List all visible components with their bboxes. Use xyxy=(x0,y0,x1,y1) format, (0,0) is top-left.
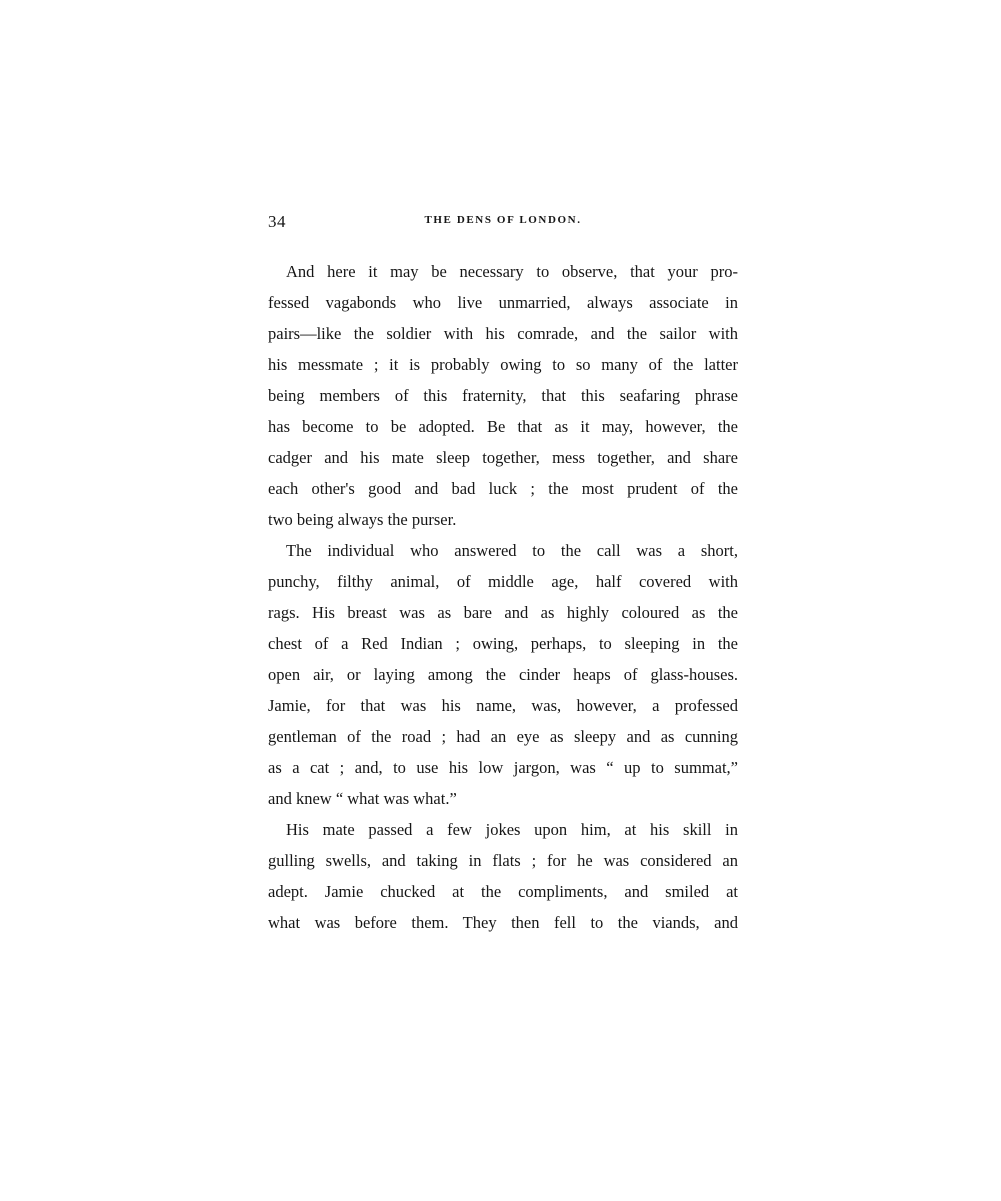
text-line: cadger and his mate sleep together, mess together, and share xyxy=(268,448,738,467)
text-line: as a cat ; and, to use his low jargon, was “ up to summat,” xyxy=(268,758,738,777)
text-line: rags. His breast was as bare and as highly coloured as the xyxy=(268,603,738,622)
text-line: gulling swells, and taking in flats ; for he was considered an xyxy=(268,851,738,870)
text-line: And here it may be necessary to observe, that your pro- xyxy=(286,262,738,281)
text-line: and knew “ what was what.” xyxy=(268,789,457,808)
text-line: gentleman of the road ; had an eye as sleepy and as cunning xyxy=(268,727,738,746)
text-line: pairs—like the soldier with his comrade, and the sailor with xyxy=(268,324,738,343)
text-line: adept. Jamie chucked at the compliments, and smiled at xyxy=(268,882,738,901)
running-title: THE DENS OF LONDON. xyxy=(424,214,582,226)
text-line: has become to be adopted. Be that as it may, however, the xyxy=(268,417,738,436)
text-line: The individual who answered to the call was a short, xyxy=(286,541,738,560)
text-line: open air, or laying among the cinder heaps of glass-houses. xyxy=(268,665,738,684)
text-line: Jamie, for that was his name, was, however, a professed xyxy=(268,696,738,715)
text-line: being members of this fraternity, that this seafaring phrase xyxy=(268,386,738,405)
text-line: two being always the purser. xyxy=(268,510,457,529)
paragraph-2 xyxy=(268,535,738,814)
running-head xyxy=(268,212,738,236)
text-line: what was before them. They then fell to the viands, and xyxy=(268,913,738,932)
text-line: his messmate ; it is probably owing to so many of the latter xyxy=(268,355,738,374)
text-line: punchy, filthy animal, of middle age, half covered with xyxy=(268,572,738,591)
text-line: chest of a Red Indian ; owing, perhaps, to sleeping in the xyxy=(268,634,738,653)
text-line: fessed vagabonds who live unmarried, always associate in xyxy=(268,293,738,312)
paragraph-3 xyxy=(268,814,738,938)
page-number: 34 xyxy=(268,212,286,231)
body-text xyxy=(268,256,738,938)
text-line: each other's good and bad luck ; the most prudent of the xyxy=(268,479,738,498)
text-line: His mate passed a few jokes upon him, at his skill in xyxy=(286,820,738,839)
paragraph-1 xyxy=(268,256,738,535)
